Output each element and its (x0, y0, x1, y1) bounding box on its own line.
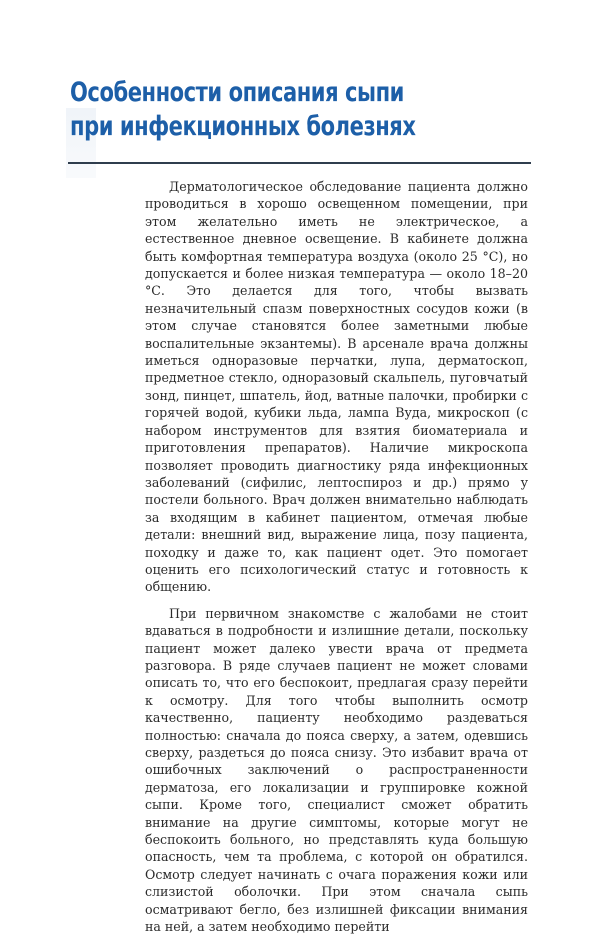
chapter-title (70, 76, 530, 144)
chapter-title-line-2: при инфекционных болезнях (70, 111, 416, 142)
paragraph-1: Дерматологическое обследование пациента должно проводиться в хорошо освещенном помещении, при этом желательно иметь не электрическое, а естественное дневное освещение. В кабинете должна быть комфортная температура воздуха (около 25 °С), но допускается и более низкая температура — около 18–20 °С. Это делается для того, чтобы вызвать незначительный спазм поверхностных сосудов кожи (в этом случае становятся более заметными любые воспалительные экзантемы). В арсенале врача должны иметься одноразовые перчатки, лупа, дерматоскоп, предметное стекло, одноразовый скальпель, пуговчатый зонд, пинцет, шпатель, йод, ватные палочки, пробирки с горячей водой, кубики льда, лампа Вуда, микроскоп (с набором инструментов для взятия биоматериала и приготовления препаратов). Наличие микроскопа позволяет проводить диагностику ряда инфекционных заболеваний (сифилис, лептоспироз и др.) прямо у постели больного. Врач должен внимательно наблюдать за входящим в кабинет пациентом, отмечая любые детали: внешний вид, выражение лица, позу пациента, походку и даже то, как пациент одет. Это помогает оценить его психологический статус и готовность к общению. (145, 179, 528, 595)
body-text (145, 178, 528, 935)
paragraph-2: При первичном знакомстве с жалобами не стоит вдаваться в подробности и излишние детали, поскольку пациент может далеко увести врача от предмета разговора. В ряде случаев пациент не может словами описать то, что его беспокоит, предлагая сразу перейти к осмотру. Для того чтобы выполнить осмотр качественно, пациенту необходимо раздеваться полностью: сначала до пояса сверху, а затем, одевшись сверху, раздеться до пояса снизу. Это избавит врача от ошибочных заключений о распространенности дерматоза, его локализации и группировке кожной сыпи. Кроме того, специалист сможет обратить внимание на другие симптомы, которые могут не беспокоить больного, но представлять куда большую опасность, чем та проблема, с которой он обратился. Осмотр следует начинать с очага поражения кожи или слизистой оболочки. При этом сначала сыпь осматривают бегло, без излишней фиксации внимания на ней, а затем необходимо перейти (145, 605, 528, 935)
title-divider (68, 162, 531, 164)
chapter-title-line-1: Особенности описания сыпи (70, 77, 404, 108)
